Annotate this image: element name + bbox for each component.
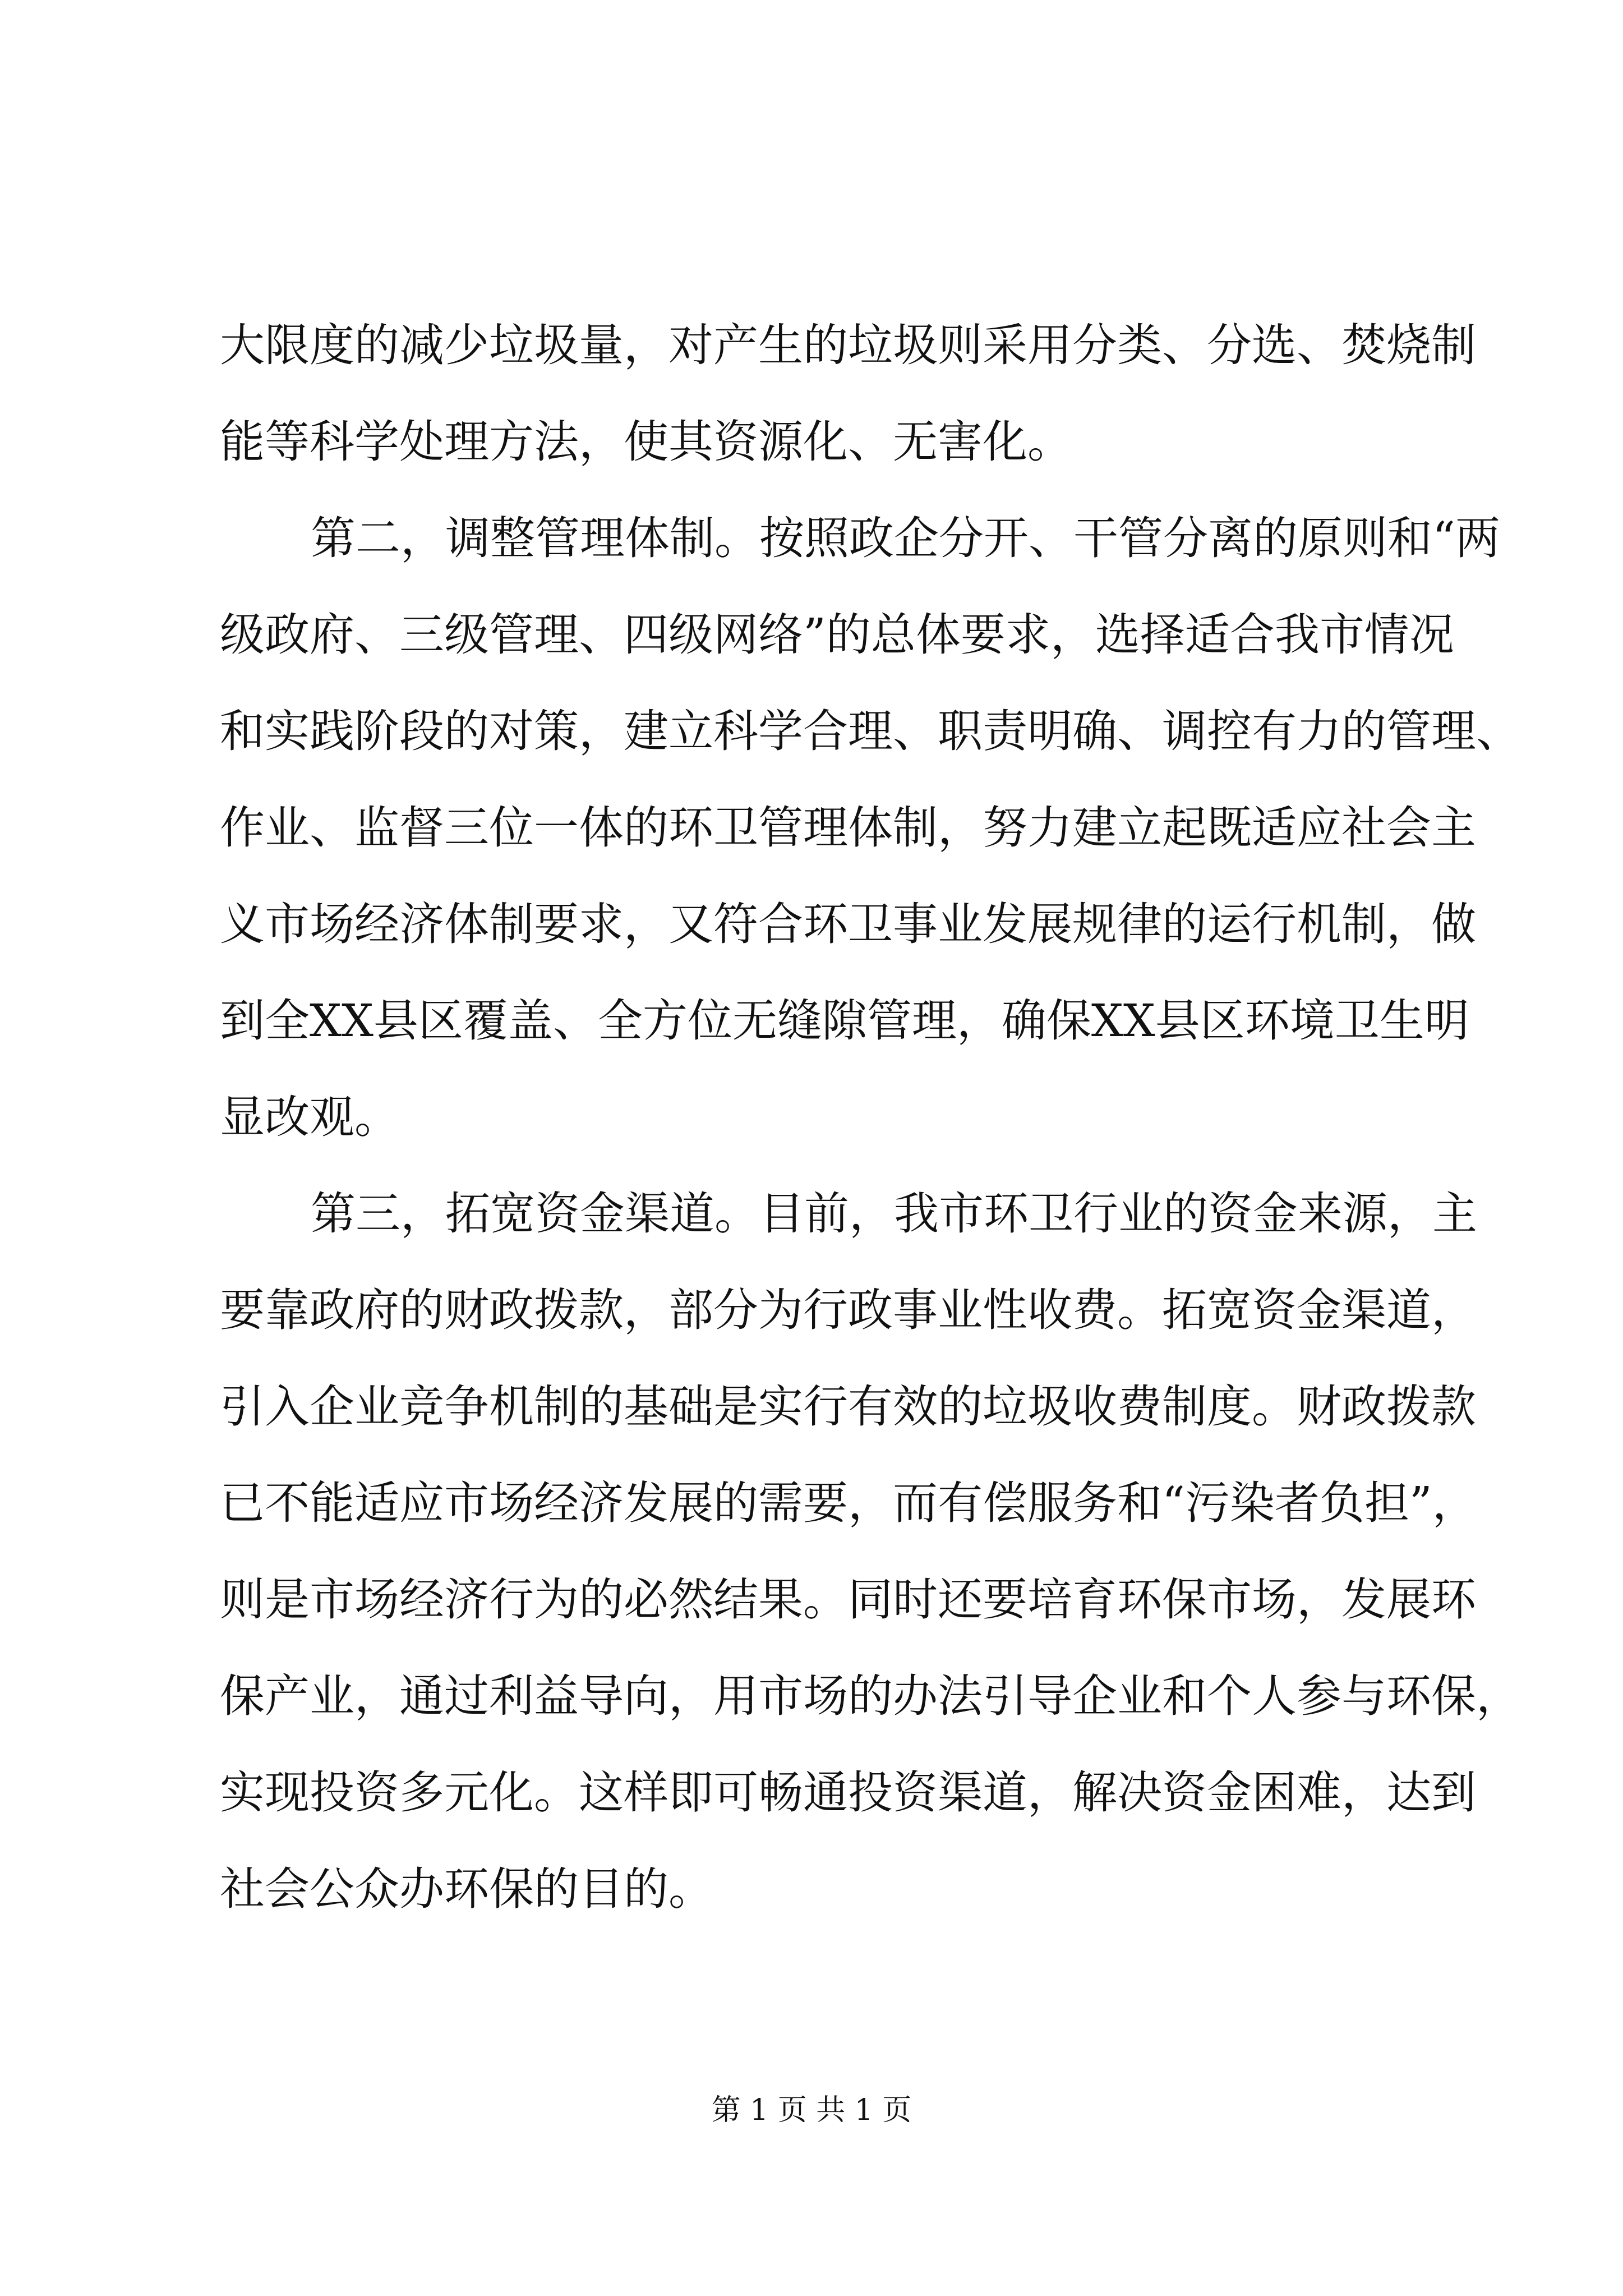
page-footer — [0, 2088, 1623, 2133]
text-line: 社会公众办环保的目的。 — [220, 1863, 713, 1915]
text-line: 实现投资多元化。这样即可畅通投资渠道，解决资金困难，达到 — [220, 1766, 1476, 1819]
text-line: 要靠政府的财政拨款，部分为行政事业性收费。拓宽资金渠道， — [220, 1284, 1476, 1336]
text-line: 能等科学处理方法，使其资源化、无害化。 — [220, 416, 1072, 468]
text-line: 已不能适应市场经济发展的需要，而有偿服务和“污染者负担”， — [220, 1477, 1477, 1529]
text-line: 第二，调整管理体制。按照政企分开、干管分离的原则和“两 — [311, 512, 1500, 564]
text-line: 和实践阶段的对策，建立科学合理、职责明确、调控有力的管理、 — [220, 705, 1521, 757]
text-line: 到全XX县区覆盖、全方位无缝隙管理，确保XX县区环境卫生明 — [220, 995, 1469, 1047]
text-line: 作业、监督三位一体的环卫管理体制，努力建立起既适应社会主 — [220, 802, 1476, 854]
text-line: 显改观。 — [220, 1091, 399, 1143]
body-text — [220, 297, 1521, 1938]
text-line: 大限度的减少垃圾量，对产生的垃圾则采用分类、分选、焚烧制 — [220, 319, 1476, 371]
text-line: 第三，拓宽资金渠道。目前，我市环卫行业的资金来源，主 — [311, 1188, 1477, 1240]
text-line: 义市场经济体制要求，又符合环卫事业发展规律的运行机制，做 — [220, 898, 1476, 950]
text-line: 保产业，通过利益导向，用市场的办法引导企业和个人参与环保， — [220, 1670, 1521, 1722]
page-number: 第 1 页 共 1 页 — [711, 2093, 912, 2127]
text-line: 则是市场经济行为的必然结果。同时还要培育环保市场，发展环 — [220, 1573, 1476, 1626]
text-line: 引入企业竞争机制的基础是实行有效的垃圾收费制度。财政拨款 — [220, 1381, 1476, 1433]
text-line: 级政府、三级管理、四级网络”的总体要求，选择适合我市情况 — [220, 609, 1454, 661]
